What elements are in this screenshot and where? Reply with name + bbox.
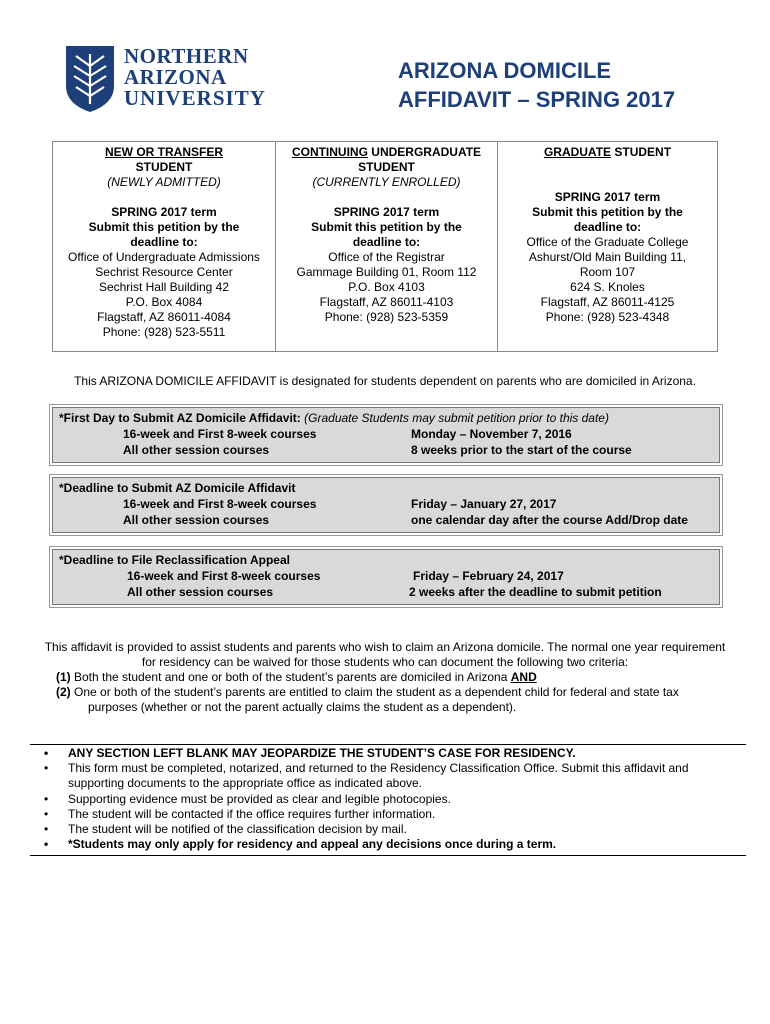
paragraph-line: for residency can be waived for those students who can document the following two criteria: (141, 655, 629, 669)
address-line: Gammage Building 01, Room 112 (296, 265, 477, 279)
column-heading: STUDENT (135, 160, 193, 174)
box-title: *Deadline to Submit AZ Domicile Affidavit (59, 481, 296, 495)
office-name: Office of Undergraduate Admissions (68, 250, 260, 264)
phone-line: Phone: (928) 523-5359 (324, 310, 449, 324)
appeal-deadline-box (52, 549, 720, 605)
address-line: 624 S. Knoles (570, 280, 645, 294)
list-item: • This form must be completed, notarized, and returned to the Residency Classification Office. Submit this affidavit and (38, 761, 738, 776)
column-heading: NEW OR TRANSFER (105, 145, 223, 159)
term-label: SPRING 2017 term (554, 190, 661, 204)
logo-line: NORTHERN (124, 44, 249, 68)
logo-wordmark (124, 46, 266, 109)
column-subheading: (CURRENTLY ENROLLED) (312, 175, 461, 189)
divider (30, 744, 746, 745)
submit-deadline-box (52, 477, 720, 533)
column-heading: GRADUATE STUDENT (543, 145, 672, 159)
date-row: 16-week and First 8-week courses Friday – February 24, 2017 (127, 569, 564, 583)
instruction: Submit this petition by the (311, 220, 462, 234)
criteria-paragraph (22, 640, 748, 715)
instruction: deadline to: (573, 220, 642, 234)
logo-line: UNIVERSITY (124, 86, 266, 110)
phone-line: Phone: (928) 523-4348 (545, 310, 670, 324)
title-line: AFFIDAVIT – SPRING 2017 (398, 87, 676, 112)
divider (30, 855, 746, 856)
date-row: All other session courses one calendar day after the course Add/Drop date (123, 513, 688, 527)
logo-line: ARIZONA (124, 65, 227, 89)
intro-statement: This ARIZONA DOMICILE AFFIDAVIT is designated for students dependent on parents who are domiciled in Arizona. (74, 374, 696, 388)
university-logo (64, 44, 264, 114)
paragraph-line: This affidavit is provided to assist students and parents who wish to claim an Arizona domicile. The normal one year requirement (44, 640, 726, 654)
first-day-box (52, 407, 720, 463)
column-new-transfer (53, 142, 275, 351)
box-title: *First Day to Submit AZ Domicile Affidavit: (Graduate Students may submit petition prior to this date) (59, 411, 609, 425)
office-table (52, 141, 718, 352)
phone-line: Phone: (928) 523-5511 (102, 325, 226, 339)
column-subheading: (NEWLY ADMITTED) (107, 175, 221, 189)
instruction: deadline to: (130, 235, 198, 249)
notes-list (38, 746, 738, 852)
list-item: • The student will be notified of the classification decision by mail. (38, 822, 738, 837)
address-line: Ashurst/Old Main Building 11, (528, 250, 687, 264)
criterion-1: (1) Both the student and one or both of the student’s parents are domiciled in Arizona AND (56, 670, 537, 684)
title-line: ARIZONA DOMICILE (398, 58, 612, 83)
date-row: All other session courses 8 weeks prior to the start of the course (123, 443, 632, 457)
column-graduate (497, 142, 717, 351)
column-continuing (275, 142, 497, 351)
shield-icon (64, 44, 116, 114)
list-item: • The student will be contacted if the office requires further information. (38, 807, 738, 822)
address-line: Flagstaff, AZ 86011-4084 (97, 310, 231, 324)
column-heading: STUDENT (358, 160, 415, 174)
list-item: • *Students may only apply for residency and appeal any decisions once during a term. (38, 837, 738, 852)
criterion-2: (2) One or both of the student’s parents are entitled to claim the student as a dependent child for federal and state tax (56, 685, 679, 699)
address-line: P.O. Box 4084 (125, 295, 203, 309)
date-row: All other session courses 2 weeks after the deadline to submit petition (127, 585, 662, 599)
office-name: Office of the Registrar (328, 250, 445, 264)
box-title: *Deadline to File Reclassification Appeal (59, 553, 290, 567)
instruction: Submit this petition by the (88, 220, 240, 234)
list-item: • Supporting evidence must be provided as clear and legible photocopies. (38, 792, 738, 807)
criterion-2-continued: purposes (whether or not the parent actually claims the student as a dependent). (88, 700, 517, 714)
address-line: Flagstaff, AZ 86011-4125 (540, 295, 675, 309)
term-label: SPRING 2017 term (333, 205, 440, 219)
page-title (398, 56, 675, 114)
address-line: Sechrist Hall Building 42 (98, 280, 230, 294)
list-item-continued: supporting documents to the appropriate office as indicated above. (68, 776, 423, 791)
instruction: deadline to: (352, 235, 421, 249)
list-item: • ANY SECTION LEFT BLANK MAY JEOPARDIZE THE STUDENT’S CASE FOR RESIDENCY. (38, 746, 738, 761)
office-name: Office of the Graduate College (526, 235, 689, 249)
address-line: Room 107 (579, 265, 636, 279)
address-line: P.O. Box 4103 (348, 280, 425, 294)
date-row: 16-week and First 8-week courses Friday – January 27, 2017 (123, 497, 557, 511)
date-row: 16-week and First 8-week courses Monday – November 7, 2016 (123, 427, 572, 441)
address-line: Sechrist Resource Center (95, 265, 233, 279)
term-label: SPRING 2017 term (111, 205, 217, 219)
instruction: Submit this petition by the (532, 205, 683, 219)
column-heading: CONTINUING UNDERGRADUATE (291, 145, 482, 159)
address-line: Flagstaff, AZ 86011-4103 (319, 295, 454, 309)
